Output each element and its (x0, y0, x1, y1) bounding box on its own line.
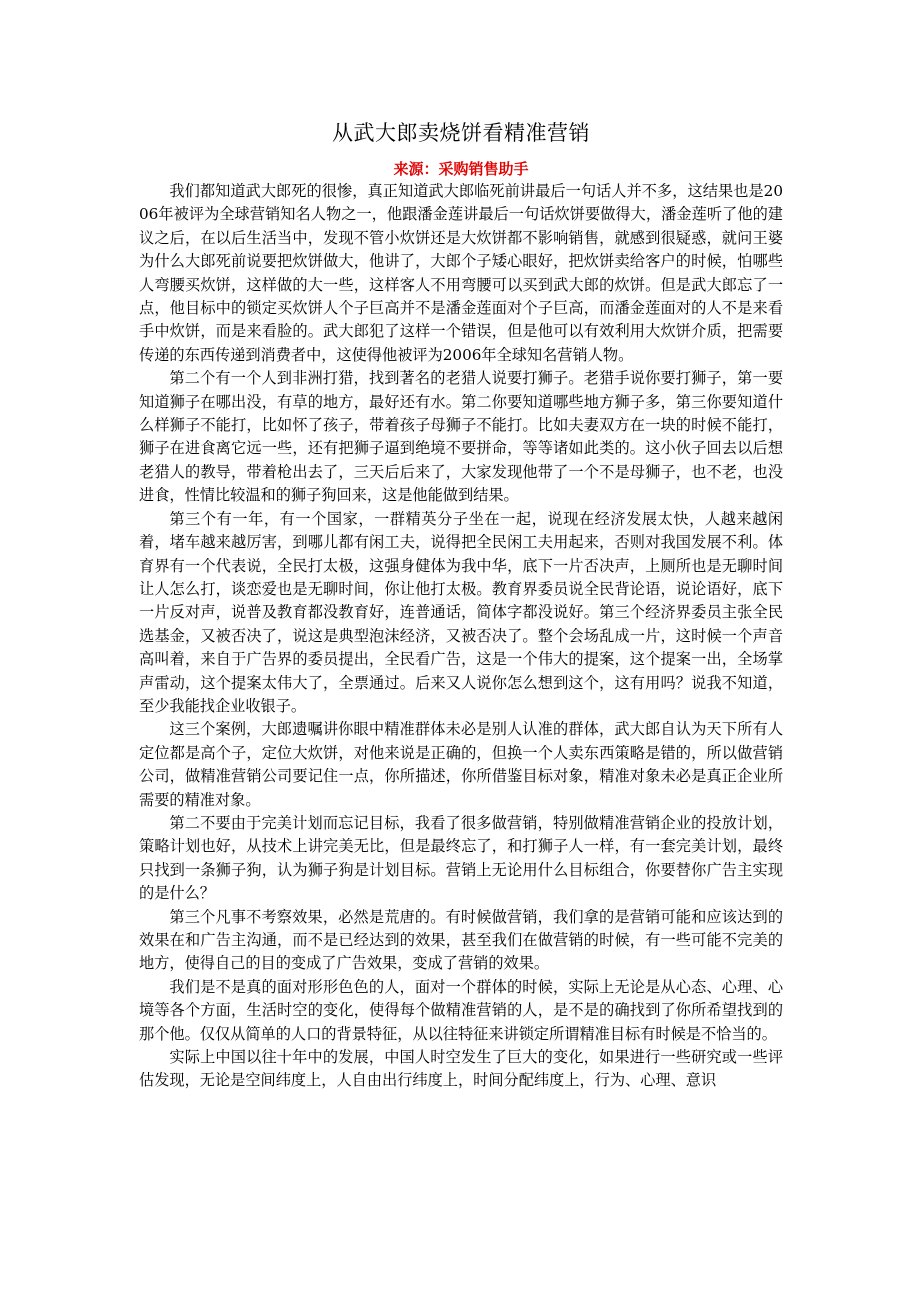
document-body (139, 180, 783, 1093)
document-page (139, 118, 783, 1093)
paragraph-2: 第二个有一个人到非洲打猎，找到著名的老猎人说要打狮子。老猎手说你要打狮子，第一要知道狮子在哪出没，有草的地方，最好还有水。第二你要知道哪些地方狮子多，第三你要知道什么样狮子不能打，比如怀了孩子，带着孩子母狮子不能打。比如夫妻双方在一块的时候不能打，狮子在进食离它远一些，还有把狮子逼到绝境不要拼命，等等诸如此类的。这小伙子回去以后想老猎人的教导，带着枪出去了，三天后后来了，大家发现他带了一个不是母狮子，也不老，也没进食，性情比较温和的狮子狗回来，这是他能做到结果。 (139, 369, 783, 505)
paragraph-6: 第三个凡事不考察效果，必然是荒唐的。有时候做营销，我们拿的是营销可能和应该达到的效果在和广告主沟通，而不是已经达到的效果，甚至我们在做营销的时候，有一些可能不完美的地方，使得自己的目的变成了广告效果，变成了营销的效果。 (139, 907, 783, 973)
paragraph-8: 实际上中国以往十年中的发展，中国人时空发生了巨大的变化，如果进行一些研究或一些评估发现，无论是空间纬度上，人自由出行纬度上，时间分配纬度上，行为、心理、意识 (139, 1048, 783, 1090)
paragraph-7: 我们是不是真的面对形形色色的人，面对一个群体的时候，实际上无论是从心态、心理、心境等各个方面，生活时空的变化，使得每个做精准营销的人，是不是的确找到了你所希望找到的那个他。仅仅从简单的人口的背景特征，从以往特征来讲锁定所谓精准目标有时候是不恰当的。 (139, 977, 783, 1043)
paragraph-1: 我们都知道武大郎死的很惨，真正知道武大郎临死前讲最后一句话人并不多，这结果也是2006年被评为全球营销知名人物之一，他跟潘金莲讲最后一句话炊饼要做得大，潘金莲听了他的建议之后，在以后生活当中，发现不管小炊饼还是大炊饼都不影响销售，就感到很疑惑，就问王婆为什么大郎死前说要把炊饼做大，他讲了，大郎个子矮心眼好，把炊饼卖给客户的时候，怕哪些人弯腰买炊饼，这样做的大一些，这样客人不用弯腰可以买到武大郎的炊饼。但是武大郎忘了一点，他目标中的锁定买炊饼人个子巨高并不是潘金莲面对个子巨高，而潘金莲面对的人不是来看手中炊饼，而是来看脸的。武大郎犯了这样一个错误，但是他可以有效利用大炊饼介质，把需要传递的东西传递到消费者中，这使得他被评为2006年全球知名营销人物。 (139, 182, 783, 364)
paragraph-3: 第三个有一年，有一个国家，一群精英分子坐在一起，说现在经济发展太快，人越来越闲着，堵车越来越厉害，到哪儿都有闲工夫，说得把全民闲工夫用起来，否则对我国发展不利。体育界有一个代表说，全民打太极，这强身健体为我中华，底下一片否决声，上厕所也是无聊时间让人怎么打，谈恋爱也是无聊时间，你让他打太极。教育界委员说全民背论语，说论语好，底下一片反对声，说普及教育都没教育好，连普通话，简体字都没说好。第三个经济界委员主张全民选基金，又被否决了，说这是典型泡沫经济，又被否决了。整个会场乱成一片，这时候一个声音高叫着，来自于广告界的委员提出，全民看广告，这是一个伟大的提案，这个提案一出，全场掌声雷动，这个提案太伟大了，全票通过。后来又人说你怎么想到这个，这有用吗？说我不知道，至少我能找企业收银子。 (139, 509, 783, 715)
paragraph-4: 这三个案例，大郎遗嘱讲你眼中精准群体未必是别人认准的群体，武大郎自认为天下所有人定位都是高个子，定位大炊饼，对他来说是正确的，但换一个人卖东西策略是错的，所以做营销公司，做精准营销公司要记住一点，你所描述，你所借鉴目标对象，精准对象未必是真正企业所需要的精准对象。 (139, 720, 783, 809)
paragraph-5: 第二不要由于完美计划而忘记目标，我看了很多做营销，特别做精准营销企业的投放计划，策略计划也好，从技术上讲完美无比，但是最终忘了，和打狮子人一样，有一套完美计划，最终只找到一条狮子狗，认为狮子狗是计划目标。营销上无论用什么目标组合，你要替你广告主实现的是什么？ (139, 813, 783, 903)
document-title: 从武大郎卖烧饼看精准营销 (332, 121, 590, 145)
document-source: 来源：采购销售助手 (393, 160, 529, 178)
